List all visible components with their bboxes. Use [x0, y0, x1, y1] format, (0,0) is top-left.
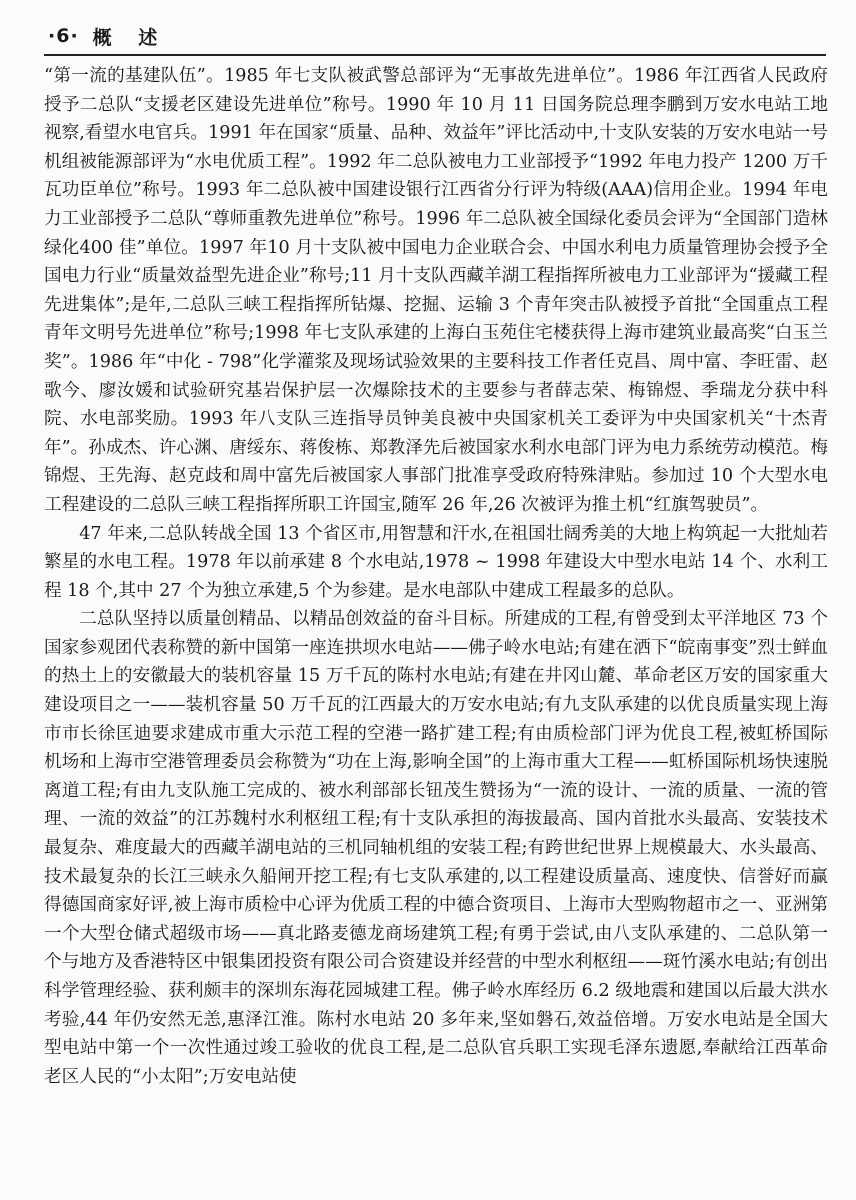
header-rule	[44, 54, 826, 56]
page-number: ·6·	[48, 25, 79, 47]
page-header	[48, 18, 818, 54]
paragraph: 47 年来,二总队转战全国 13 个省区市,用智慧和汗水,在祖国壮阔秀美的大地上构筑起一大批灿若繁星的水电工程。1978 年以前承建 8 个水电站,1978 ~ 1998 年建设大中型水电站 14 个、水利工程 18 个,其中 27 个为独立承建,5 个为参建。是水电部队中建成工程最多的总队。	[44, 523, 828, 601]
section-title: 概 述	[92, 26, 168, 49]
body-text	[44, 62, 828, 1091]
paragraph: “第一流的基建队伍”。1985 年七支队被武警总部评为“无事故先进单位”。1986 年江西省人民政府授予二总队“支援老区建设先进单位”称号。1990 年 10 月 11 日国务院总理李鹏到万安水电站工地视察,看望水电官兵。1991 年在国家“质量、品种、效益年”评比活动中,十支队安装的万安水电站一号机组被能源部评为“水电优质工程”。1992 年二总队被电力工业部授予“1992 年电力投产 1200 万千瓦功臣单位”称号。1993 年二总队被中国建设银行江西省分行评为特级(AAA)信用企业。1994 年电力工业部授予二总队“尊师重教先进单位”称号。1996 年二总队被全国绿化委员会评为“全国部门造林绿化400 佳”单位。1997 年10 月十支队被中国电力企业联合会、中国水利电力质量管理协会授予全国电力行业“质量效益型先进企业”称号;11 月十支队西藏羊湖工程指挥所被电力工业部评为“援藏工程先进集体”;是年,二总队三峡工程指挥所钻爆、挖掘、运输 3 个青年突击队被授予首批“全国重点工程青年文明号先进单位”称号;1998 年七支队承建的上海白玉苑住宅楼获得上海市建筑业最高奖“白玉兰奖”。1986 年“中化 - 798”化学灌浆及现场试验效果的主要科技工作者任克昌、周中富、李旺雷、赵歌今、廖汝媛和试验研究基岩保护层一次爆除技术的主要参与者薛志荣、梅锦煜、季瑞龙分获中科院、水电部奖励。1993 年八支队三连指导员钟美良被中央国家机关工委评为中央国家机关“十杰青年”。孙成杰、许心渊、唐绥东、蒋俊栋、郑教泽先后被国家水利水电部门评为电力系统劳动模范。梅锦煜、王先海、赵克歧和周中富先后被国家人事部门批准享受政府特殊津贴。参加过 10 个大型水电工程建设的二总队三峡工程指挥所职工许国宝,随军 26 年,26 次被评为推土机“红旗驾驶员”。	[44, 66, 828, 515]
paragraph: 二总队坚持以质量创精品、以精品创效益的奋斗目标。所建成的工程,有曾受到太平洋地区 73 个国家参观团代表称赞的新中国第一座连拱坝水电站——佛子岭水电站;有建在洒下“皖南事变”烈士鲜血的热土上的安徽最大的装机容量 15 万千瓦的陈村水电站;有建在井冈山麓、革命老区万安的国家重大建设项目之一——装机容量 50 万千瓦的江西最大的万安水电站;有九支队承建的以优良质量实现上海市市长徐匡迪要求建成市重大示范工程的空港一路扩建工程;有由质检部门评为优良工程,被虹桥国际机场和上海市空港管理委员会称赞为“功在上海,影响全国”的上海市重大工程——虹桥国际机场快速脱离道工程;有由九支队施工完成的、被水利部部长钮茂生赞扬为“一流的设计、一流的质量、一流的管理、一流的效益”的江苏魏村水利枢纽工程;有十支队承担的海拔最高、国内首批水头最高、安装技术最复杂、难度最大的西藏羊湖电站的三机同轴机组的安装工程;有跨世纪世界上规模最大、水头最高、技术最复杂的长江三峡永久船闸开挖工程;有七支队承建的,以工程建设质量高、速度快、信誉好而赢得德国商家好评,被上海市质检中心评为优质工程的中德合资项目、上海市大型购物超市之一、亚洲第一个大型仓储式超级市场——真北路麦德龙商场建筑工程;有勇于尝试,由八支队承建的、二总队第一个与地方及香港特区中银集团投资有限公司合资建设并经营的中型水利枢纽——斑竹溪水电站;有创出科学管理经验、获利颇丰的深圳东海花园城建工程。佛子岭水库经历 6.2 级地震和建国以后最大洪水考验,44 年仍安然无恙,惠泽江淮。陈村水电站 20 多年来,坚如磐石,效益倍增。万安水电站是全国大型电站中第一个一次性通过竣工验收的优良工程,是二总队官兵职工实现毛泽东遗愿,奉献给江西革命老区人民的“小太阳”;万安电站使	[44, 609, 828, 1087]
